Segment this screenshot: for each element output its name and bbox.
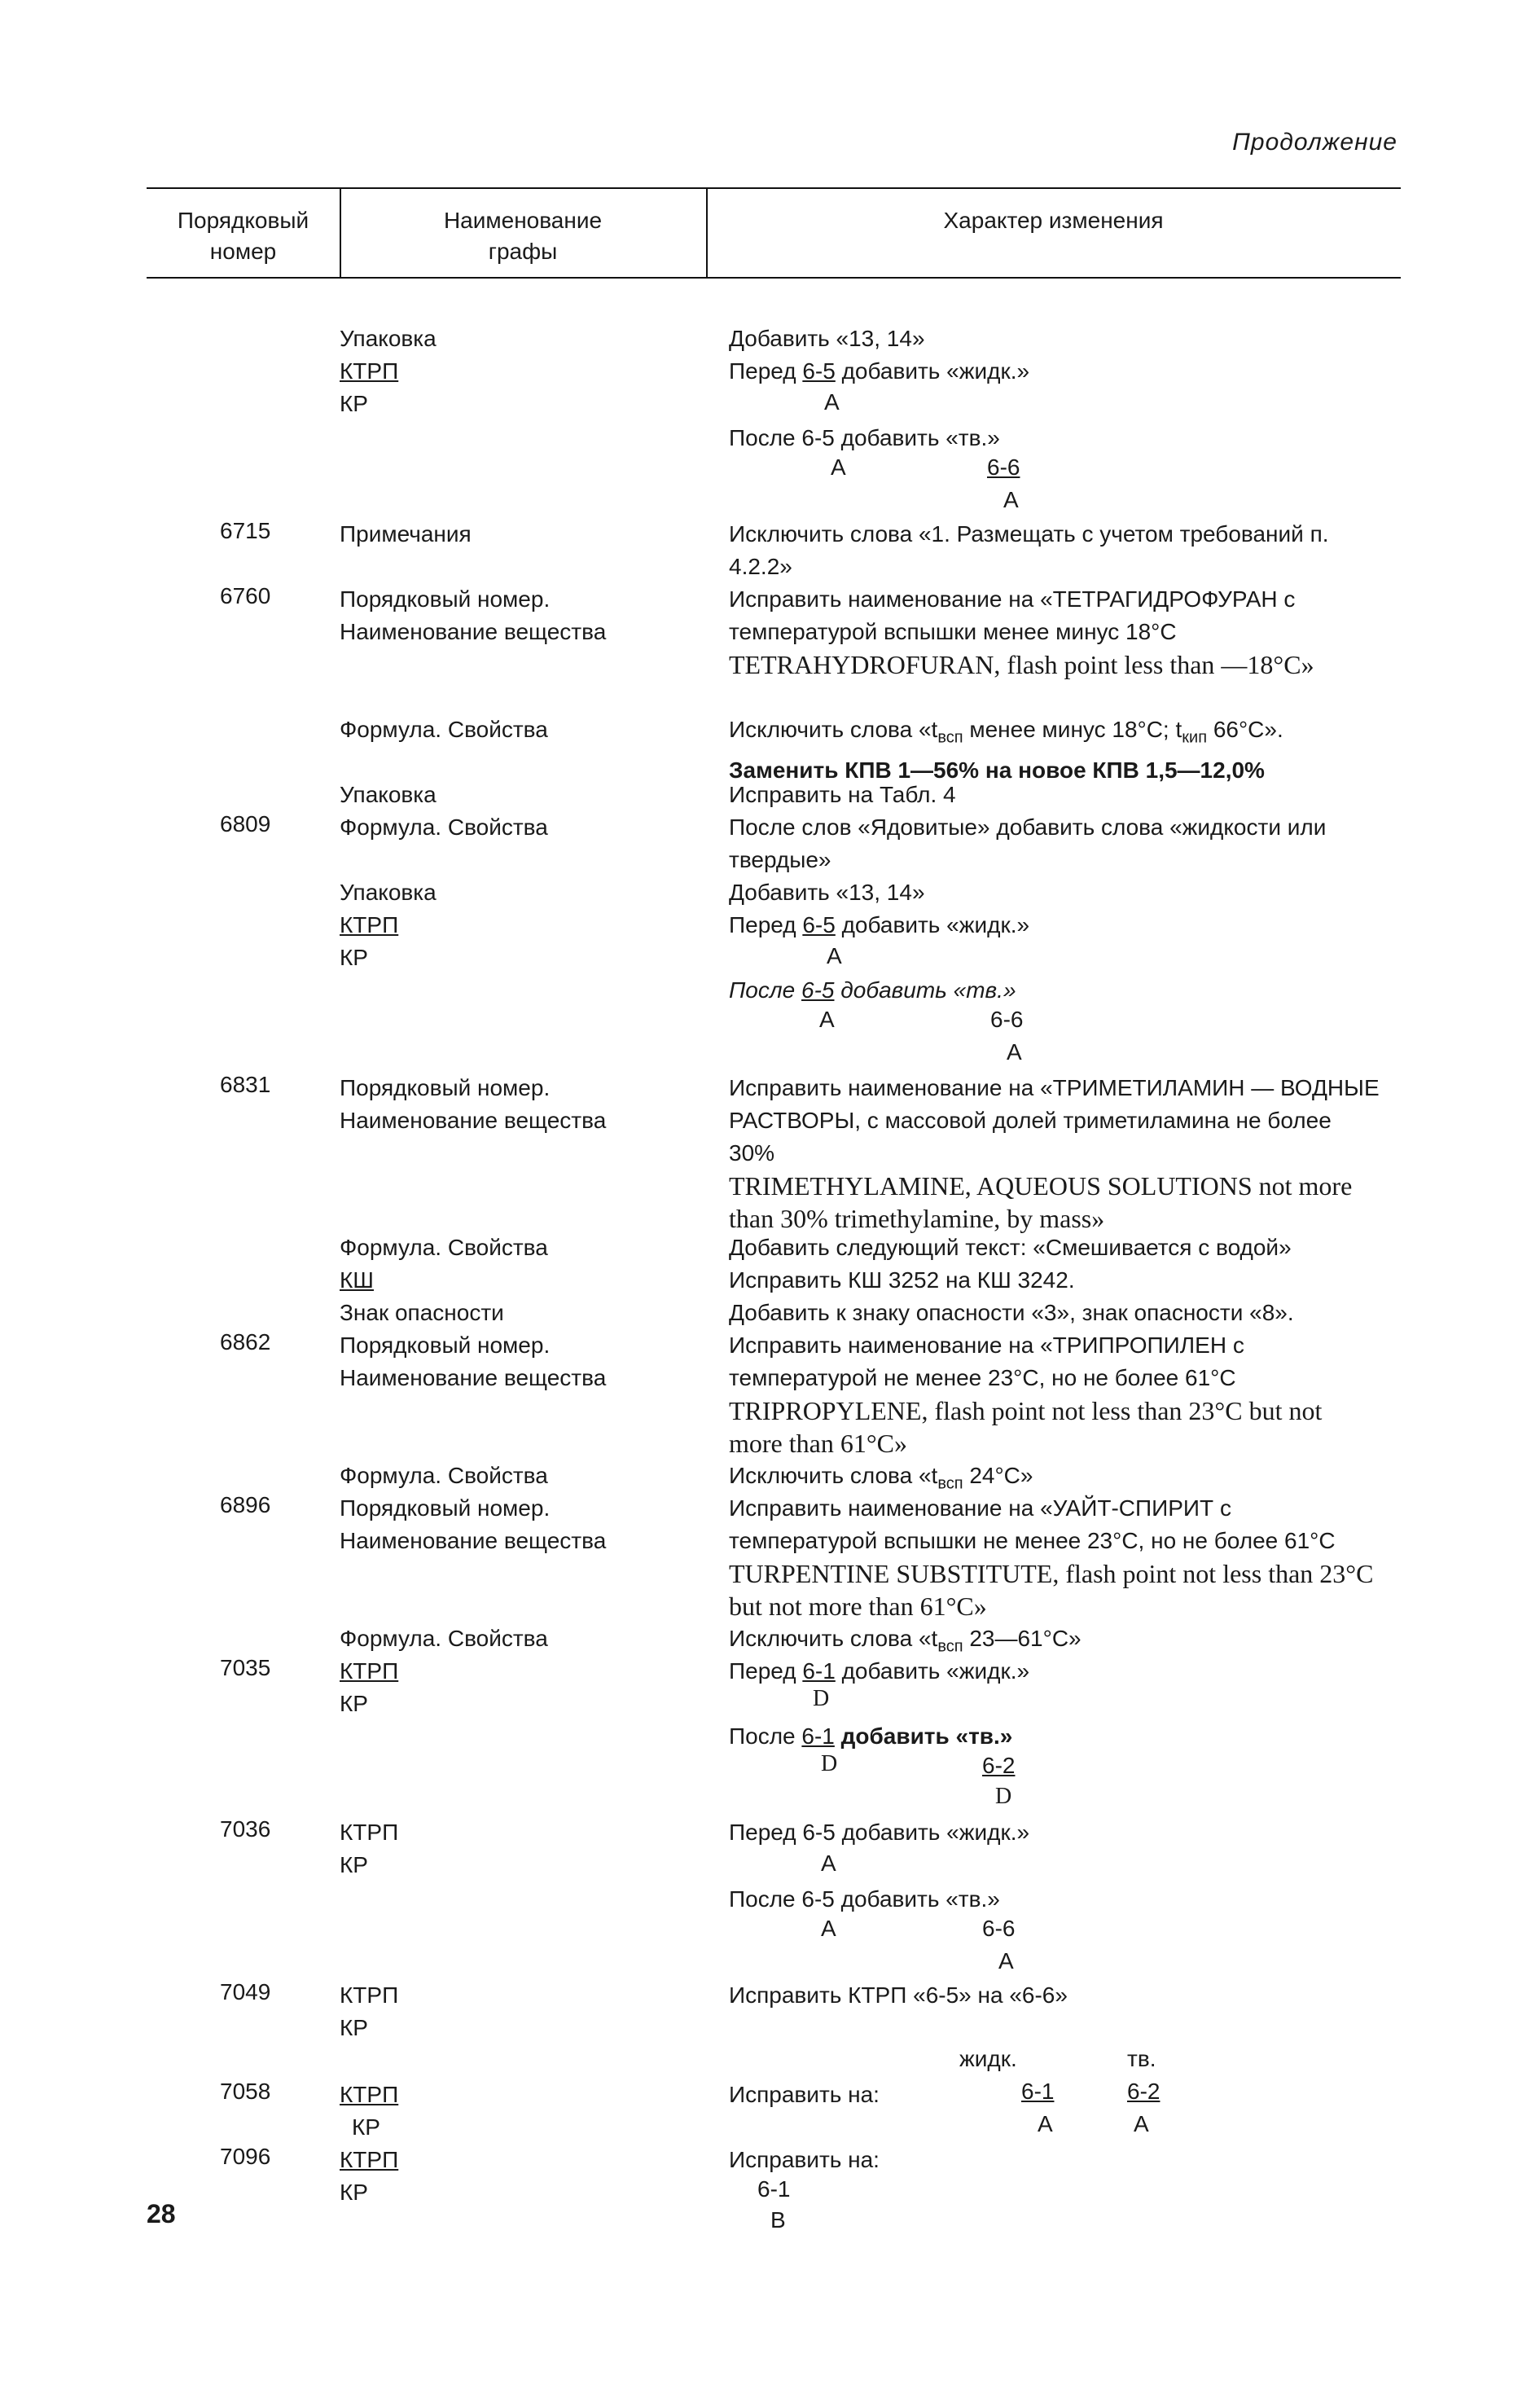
code-value (1127, 2079, 1160, 2105)
row-change-after: После 6-5 добавить «тв.» (729, 425, 1000, 450)
change-part: добавить «жидк.» (835, 912, 1030, 937)
row-name-line2: Наименование вещества (340, 1365, 607, 1390)
row-name: КР (340, 1691, 368, 1716)
row-name-ksh (340, 1264, 714, 1297)
row-change: Добавить следующий текст: «Смешивается с водой» (729, 1235, 1292, 1260)
class-letter: A (831, 454, 846, 480)
col-label-solid: тв. (1127, 2046, 1156, 2071)
row-number: 7049 (220, 1979, 271, 2004)
row-change-en: TRIPROPYLENE, flash point not less than 23°C but not more than 61°C» (729, 1396, 1323, 1458)
continuation-label: Продолжение (1232, 129, 1397, 156)
row-name-line2: Наименование вещества (340, 1108, 607, 1133)
change-part: добавить «жидк.» (835, 1658, 1030, 1684)
row-change-ru: Исправить наименование на «ТЕТРАГИДРОФУРАН с температурой вспышки менее минус 18°С (729, 586, 1296, 644)
row-name-line1: Порядковый номер. (340, 1495, 551, 1521)
code-value (982, 1753, 1015, 1779)
row-name: Примечания (340, 521, 472, 547)
row-change: Добавить «13, 14» (729, 326, 925, 351)
row-number: 6809 (220, 811, 271, 836)
row-name (340, 1492, 714, 1557)
code-66: 6-6 (987, 454, 1020, 480)
change-code: 6-1 (802, 1658, 836, 1684)
table-header-bottom-rule (147, 277, 1401, 279)
row-name-line1: Порядковый номер. (340, 1075, 551, 1100)
row-number: 6715 (220, 518, 271, 543)
row-name: Упаковка (340, 782, 437, 807)
header-col-name-line1: Наименование (443, 208, 603, 233)
row-change-en: TRIMETHYLAMINE, AQUEOUS SOLUTIONS not more than 30% trimethylamine, by mass» (729, 1171, 1353, 1233)
row-name (340, 1072, 714, 1137)
row-name: КТРП (340, 1820, 399, 1845)
class-letter: A (827, 943, 842, 968)
change-part: После (729, 1723, 802, 1749)
row-name: Упаковка (340, 326, 437, 351)
row-name: КР (340, 945, 368, 970)
row-name-line1: Порядковый номер. (340, 1333, 551, 1358)
row-change (729, 1329, 1380, 1460)
change-code: 6-1 (801, 1723, 835, 1749)
code-61: 6-1 (1021, 2079, 1055, 2104)
change-part: добавить «тв.» (834, 977, 1016, 1003)
subscript: всп (937, 1474, 963, 1493)
header-col-name-line2: графы (488, 239, 558, 264)
row-change-ru: Исправить наименование на «УАЙТ-СПИРИТ с температурой вспышки не менее 23°С, но не более 61°С (729, 1495, 1336, 1553)
subscript: всп (937, 1637, 963, 1656)
class-letter: A (1007, 1039, 1022, 1065)
row-change (729, 713, 1380, 787)
row-name: КТРП (340, 1982, 399, 2008)
row-change: Исправить на: (729, 2082, 880, 2107)
change-part: 23—61°С» (963, 1626, 1082, 1651)
class-letter: A (1134, 2111, 1149, 2136)
class-letter: D (813, 1686, 830, 1711)
row-change-ru: Исправить наименование на «ТРИМЕТИЛАМИН — ВОДНЫЕ РАСТВОРЫ, с массовой долей триметиламина не более 30% (729, 1075, 1380, 1166)
row-name: КР (340, 2015, 368, 2040)
row-change: Исключить слова «1. Размещать с учетом требований п. 4.2.2» (729, 521, 1329, 579)
row-name-ktrp (340, 909, 714, 942)
row-change-line2: Заменить КПВ 1—56% на новое КПВ 1,5—12,0% (729, 757, 1265, 783)
row-name-line1: Порядковый номер. (340, 586, 551, 612)
row-change: Исправить КШ 3252 на КШ 3242. (729, 1267, 1075, 1293)
row-name: КР (340, 391, 368, 416)
subscript: кип (1182, 728, 1208, 747)
change-part: Перед (729, 358, 803, 384)
row-number: 7058 (220, 2079, 271, 2104)
page-number: 28 (147, 2199, 176, 2228)
ktrp-label: КТРП (340, 912, 399, 937)
code-value: 6-6 (982, 1916, 1016, 1941)
row-number: 6831 (220, 1072, 271, 1097)
ksh-label: КШ (340, 1267, 374, 1293)
header-col-change (706, 205, 1401, 236)
row-change (729, 1655, 1380, 1688)
row-name-line2: Наименование вещества (340, 619, 607, 644)
class-letter: A (824, 389, 840, 415)
class-letter: A (1003, 487, 1019, 512)
change-part: добавить «тв.» (834, 1723, 1013, 1749)
row-name-ktrp (340, 2144, 714, 2176)
row-change-after: После 6-5 добавить «тв.» (729, 1886, 1000, 1912)
row-change: Добавить к знаку опасности «3», знак опасности «8». (729, 1300, 1294, 1325)
row-change (729, 1492, 1380, 1622)
header-col-change-text: Характер изменения (943, 208, 1164, 233)
row-number: 6862 (220, 1329, 271, 1354)
row-name (340, 583, 714, 648)
class-letter: A (998, 1948, 1014, 1974)
change-part: Исключить слова «t (729, 717, 938, 742)
col-label-liquid: жидк. (959, 2046, 1017, 2071)
row-name: Формула. Свойства (340, 1463, 548, 1488)
change-part: После (729, 977, 802, 1003)
row-change: После слов «Ядовитые» добавить слова «жидкости или твердые» (729, 814, 1327, 872)
row-name (340, 1329, 714, 1394)
row-change (729, 355, 1380, 388)
row-name: Формула. Свойства (340, 717, 548, 742)
row-name-line2: Наименование вещества (340, 1528, 607, 1553)
row-change-ru: Исправить наименование на «ТРИПРОПИЛЕН с температурой не менее 23°С, но не более 61°С (729, 1333, 1244, 1390)
row-change-after (729, 1720, 1380, 1753)
row-name-ktrp (340, 355, 714, 388)
class-letter: A (1038, 2111, 1053, 2136)
change-part: 24°С» (963, 1463, 1033, 1488)
code-value (987, 454, 1020, 481)
row-name: Формула. Свойства (340, 1235, 548, 1260)
row-number: 7035 (220, 1655, 271, 1680)
row-change (729, 1072, 1380, 1235)
row-name: КР (352, 2114, 380, 2140)
change-code: 6-5 (802, 912, 836, 937)
row-change-after (729, 974, 1380, 1007)
row-change: Исправить КТРП «6-5» на «6-6» (729, 1982, 1068, 2008)
ktrp-label: КТРП (340, 358, 399, 384)
change-part: Исключить слова «t (729, 1626, 938, 1651)
row-change-line1 (729, 713, 1380, 754)
row-change-en: TURPENTINE SUBSTITUTE, flash point not less than 23°C but not more than 61°C» (729, 1559, 1374, 1621)
class-letter: A (821, 1851, 836, 1876)
row-change: Добавить «13, 14» (729, 880, 925, 905)
change-part: Перед (729, 1658, 803, 1684)
row-change (729, 909, 1380, 942)
code-62: 6-2 (982, 1753, 1016, 1778)
change-part: 66°С». (1207, 717, 1283, 742)
change-part: Исключить слова «t (729, 1463, 938, 1488)
row-name: КР (340, 2180, 368, 2205)
class-letter: D (995, 1784, 1012, 1809)
code-value (1021, 2079, 1054, 2105)
code-value: 6-6 (990, 1007, 1024, 1032)
row-change: Исправить на: (729, 2147, 880, 2172)
ktrp-label: КТРП (340, 2082, 399, 2107)
row-change-en: TETRAHYDROFURAN, flash point less than —18°C» (729, 650, 1314, 679)
change-code: 6-5 (801, 977, 835, 1003)
row-name: КР (340, 1852, 368, 1877)
row-number: 6896 (220, 1492, 271, 1517)
change-part: менее минус 18°С; t (963, 717, 1182, 742)
table-top-rule (147, 187, 1401, 189)
header-col-number-line1: Порядковый (177, 208, 309, 233)
class-letter: B (770, 2207, 786, 2233)
header-col-number-line2: номер (209, 239, 277, 264)
row-name: Знак опасности (340, 1300, 504, 1325)
row-number: 7036 (220, 1816, 271, 1842)
row-number: 7096 (220, 2144, 271, 2169)
subscript: всп (937, 728, 963, 747)
change-part: Перед (729, 912, 803, 937)
header-col-number (147, 205, 340, 267)
row-name-ktrp (340, 2079, 714, 2111)
row-name: Формула. Свойства (340, 1626, 548, 1651)
code-62: 6-2 (1127, 2079, 1160, 2104)
code-value: 6-1 (757, 2176, 791, 2202)
class-letter: D (821, 1751, 838, 1776)
row-change (729, 583, 1380, 681)
row-name: Упаковка (340, 880, 437, 905)
ktrp-label: КТРП (340, 1658, 399, 1684)
row-name-ktrp (340, 1655, 714, 1688)
class-letter: A (821, 1916, 836, 1941)
row-number: 6760 (220, 583, 271, 608)
change-code: 6-5 (802, 358, 836, 384)
class-letter: A (819, 1007, 835, 1032)
row-change: Перед 6-5 добавить «жидк.» (729, 1820, 1030, 1845)
change-part: добавить «жидк.» (835, 358, 1030, 384)
row-name: Формула. Свойства (340, 814, 548, 840)
header-col-name (340, 205, 706, 267)
ktrp-label: КТРП (340, 2147, 399, 2172)
row-change: Исправить на Табл. 4 (729, 782, 956, 807)
